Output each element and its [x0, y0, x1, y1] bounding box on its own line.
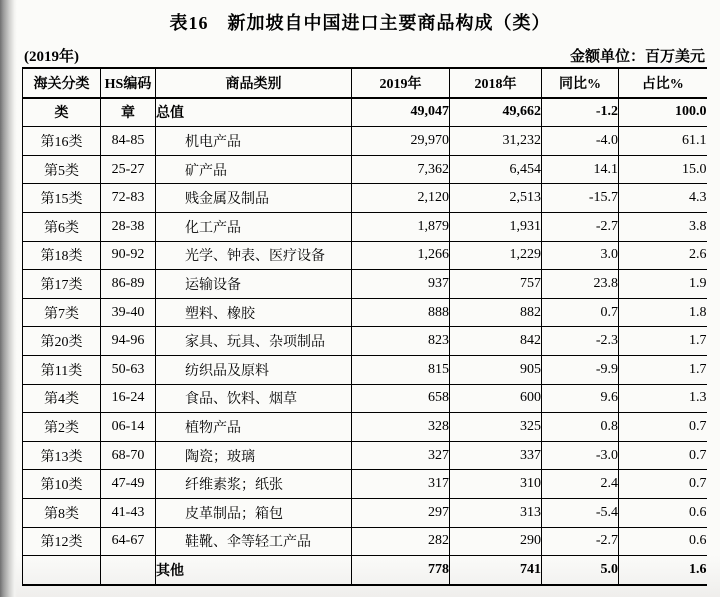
cell-value-2018: 905 [450, 355, 542, 384]
cell-value-2019: 658 [352, 384, 450, 413]
cell-yoy-percent: -15.7 [542, 184, 619, 213]
cell-yoy-percent: 0.7 [542, 298, 619, 327]
cell-hs-code: 47-49 [101, 470, 156, 499]
table-row [23, 527, 707, 556]
cell-customs-class: 第15类 [23, 184, 101, 213]
table-header-row [23, 68, 707, 98]
cell-share-percent: 3.8 [619, 212, 707, 241]
cell-hs-code: 28-38 [101, 212, 156, 241]
cell-hs-code: 39-40 [101, 298, 156, 327]
cell-yoy-percent: -1.2 [542, 98, 619, 127]
cell-hs-code: 章 [101, 98, 156, 127]
cell-commodity-name: 鞋靴、伞等轻工产品 [156, 527, 352, 556]
cell-share-percent: 1.7 [619, 355, 707, 384]
cell-value-2019: 328 [352, 413, 450, 442]
cell-value-2018: 290 [450, 527, 542, 556]
cell-share-percent: 1.3 [619, 384, 707, 413]
table-row [23, 270, 707, 299]
cell-commodity-name: 其他 [156, 556, 352, 585]
year-note: (2019年) [24, 49, 79, 65]
cell-value-2019: 778 [352, 556, 450, 585]
cell-commodity-name: 植物产品 [156, 413, 352, 442]
cell-customs-class: 第2类 [23, 413, 101, 442]
cell-value-2019: 327 [352, 441, 450, 470]
column-header-4: 2018年 [450, 68, 542, 98]
cell-commodity-name: 纤维素浆；纸张 [156, 470, 352, 499]
cell-share-percent: 61.1 [619, 127, 707, 156]
table-row [23, 556, 707, 585]
cell-customs-class: 第20类 [23, 327, 101, 356]
cell-value-2019: 7,362 [352, 155, 450, 184]
cell-customs-class: 第4类 [23, 384, 101, 413]
cell-value-2019: 815 [352, 355, 450, 384]
table-row [23, 127, 707, 156]
cell-yoy-percent: 14.1 [542, 155, 619, 184]
table-row [23, 98, 707, 127]
cell-customs-class: 第6类 [23, 212, 101, 241]
column-header-1: HS编码 [101, 68, 156, 98]
cell-value-2019: 297 [352, 498, 450, 527]
cell-yoy-percent: 23.8 [542, 270, 619, 299]
table-row [23, 498, 707, 527]
cell-hs-code: 64-67 [101, 527, 156, 556]
cell-hs-code: 41-43 [101, 498, 156, 527]
cell-hs-code [101, 556, 156, 585]
cell-customs-class: 第12类 [23, 527, 101, 556]
cell-hs-code: 68-70 [101, 441, 156, 470]
cell-yoy-percent: -3.0 [542, 441, 619, 470]
cell-share-percent: 1.6 [619, 556, 707, 585]
cell-value-2019: 49,047 [352, 98, 450, 127]
column-header-0: 海关分类 [23, 68, 101, 98]
cell-share-percent: 0.6 [619, 527, 707, 556]
cell-value-2018: 757 [450, 270, 542, 299]
cell-customs-class: 第11类 [23, 355, 101, 384]
table-row [23, 355, 707, 384]
cell-value-2019: 888 [352, 298, 450, 327]
cell-customs-class: 第17类 [23, 270, 101, 299]
table-meta-row [24, 45, 705, 66]
import-commodity-table [22, 67, 707, 586]
cell-share-percent: 2.6 [619, 241, 707, 270]
cell-value-2018: 600 [450, 384, 542, 413]
cell-yoy-percent: -4.0 [542, 127, 619, 156]
cell-commodity-name: 皮革制品；箱包 [156, 498, 352, 527]
cell-value-2019: 29,970 [352, 127, 450, 156]
cell-hs-code: 25-27 [101, 155, 156, 184]
cell-customs-class: 第13类 [23, 441, 101, 470]
cell-share-percent: 0.7 [619, 413, 707, 442]
page-edge-shadow [0, 0, 17, 597]
table-body [23, 98, 707, 585]
cell-yoy-percent: 5.0 [542, 556, 619, 585]
table-row [23, 441, 707, 470]
cell-value-2018: 1,931 [450, 212, 542, 241]
cell-value-2018: 31,232 [450, 127, 542, 156]
column-header-2: 商品类别 [156, 68, 352, 98]
cell-share-percent: 0.7 [619, 441, 707, 470]
cell-yoy-percent: 0.8 [542, 413, 619, 442]
cell-value-2018: 6,454 [450, 155, 542, 184]
cell-hs-code: 86-89 [101, 270, 156, 299]
cell-value-2018: 882 [450, 298, 542, 327]
table-row [23, 470, 707, 499]
cell-customs-class: 第10类 [23, 470, 101, 499]
cell-commodity-name: 运输设备 [156, 270, 352, 299]
cell-yoy-percent: -2.7 [542, 212, 619, 241]
cell-value-2019: 937 [352, 270, 450, 299]
cell-value-2018: 313 [450, 498, 542, 527]
cell-commodity-name: 光学、钟表、医疗设备 [156, 241, 352, 270]
cell-value-2018: 310 [450, 470, 542, 499]
cell-customs-class [23, 556, 101, 585]
cell-commodity-name: 机电产品 [156, 127, 352, 156]
table-row [23, 327, 707, 356]
cell-value-2018: 49,662 [450, 98, 542, 127]
cell-share-percent: 4.3 [619, 184, 707, 213]
unit-note: 金额单位：百万美元 [569, 49, 705, 65]
cell-value-2019: 2,120 [352, 184, 450, 213]
cell-value-2018: 1,229 [450, 241, 542, 270]
table-row [23, 212, 707, 241]
cell-commodity-name: 化工产品 [156, 212, 352, 241]
cell-value-2018: 337 [450, 441, 542, 470]
cell-commodity-name: 家具、玩具、杂项制品 [156, 327, 352, 356]
cell-value-2019: 317 [352, 470, 450, 499]
cell-yoy-percent: 2.4 [542, 470, 619, 499]
cell-hs-code: 90-92 [101, 241, 156, 270]
table-row [23, 384, 707, 413]
cell-yoy-percent: -5.4 [542, 498, 619, 527]
table-row [23, 155, 707, 184]
cell-customs-class: 第5类 [23, 155, 101, 184]
cell-value-2018: 325 [450, 413, 542, 442]
column-header-3: 2019年 [352, 68, 450, 98]
table-row [23, 241, 707, 270]
cell-yoy-percent: -2.3 [542, 327, 619, 356]
cell-share-percent: 15.0 [619, 155, 707, 184]
cell-value-2019: 282 [352, 527, 450, 556]
cell-share-percent: 1.9 [619, 270, 707, 299]
cell-commodity-name: 总值 [156, 98, 352, 127]
cell-customs-class: 第7类 [23, 298, 101, 327]
cell-share-percent: 100.0 [619, 98, 707, 127]
cell-hs-code: 16-24 [101, 384, 156, 413]
cell-yoy-percent: 3.0 [542, 241, 619, 270]
column-header-5: 同比% [542, 68, 619, 98]
cell-customs-class: 第16类 [23, 127, 101, 156]
cell-value-2018: 2,513 [450, 184, 542, 213]
cell-commodity-name: 陶瓷；玻璃 [156, 441, 352, 470]
cell-yoy-percent: 9.6 [542, 384, 619, 413]
page-title: 表16 新加坡自中国进口主要商品构成（类） [169, 13, 551, 33]
cell-yoy-percent: -9.9 [542, 355, 619, 384]
cell-customs-class: 第8类 [23, 498, 101, 527]
cell-commodity-name: 食品、饮料、烟草 [156, 384, 352, 413]
cell-customs-class: 类 [23, 98, 101, 127]
cell-value-2019: 1,879 [352, 212, 450, 241]
cell-commodity-name: 纺织品及原料 [156, 355, 352, 384]
cell-value-2018: 842 [450, 327, 542, 356]
cell-hs-code: 72-83 [101, 184, 156, 213]
cell-share-percent: 1.8 [619, 298, 707, 327]
cell-yoy-percent: -2.7 [542, 527, 619, 556]
cell-hs-code: 06-14 [101, 413, 156, 442]
cell-commodity-name: 塑料、橡胶 [156, 298, 352, 327]
cell-hs-code: 84-85 [101, 127, 156, 156]
cell-value-2018: 741 [450, 556, 542, 585]
table-row [23, 184, 707, 213]
cell-customs-class: 第18类 [23, 241, 101, 270]
cell-share-percent: 1.7 [619, 327, 707, 356]
column-header-6: 占比% [619, 68, 707, 98]
cell-commodity-name: 矿产品 [156, 155, 352, 184]
cell-share-percent: 0.6 [619, 498, 707, 527]
table-row [23, 413, 707, 442]
cell-share-percent: 0.7 [619, 470, 707, 499]
table-row [23, 298, 707, 327]
cell-commodity-name: 贱金属及制品 [156, 184, 352, 213]
cell-value-2019: 823 [352, 327, 450, 356]
cell-hs-code: 50-63 [101, 355, 156, 384]
cell-value-2019: 1,266 [352, 241, 450, 270]
cell-hs-code: 94-96 [101, 327, 156, 356]
